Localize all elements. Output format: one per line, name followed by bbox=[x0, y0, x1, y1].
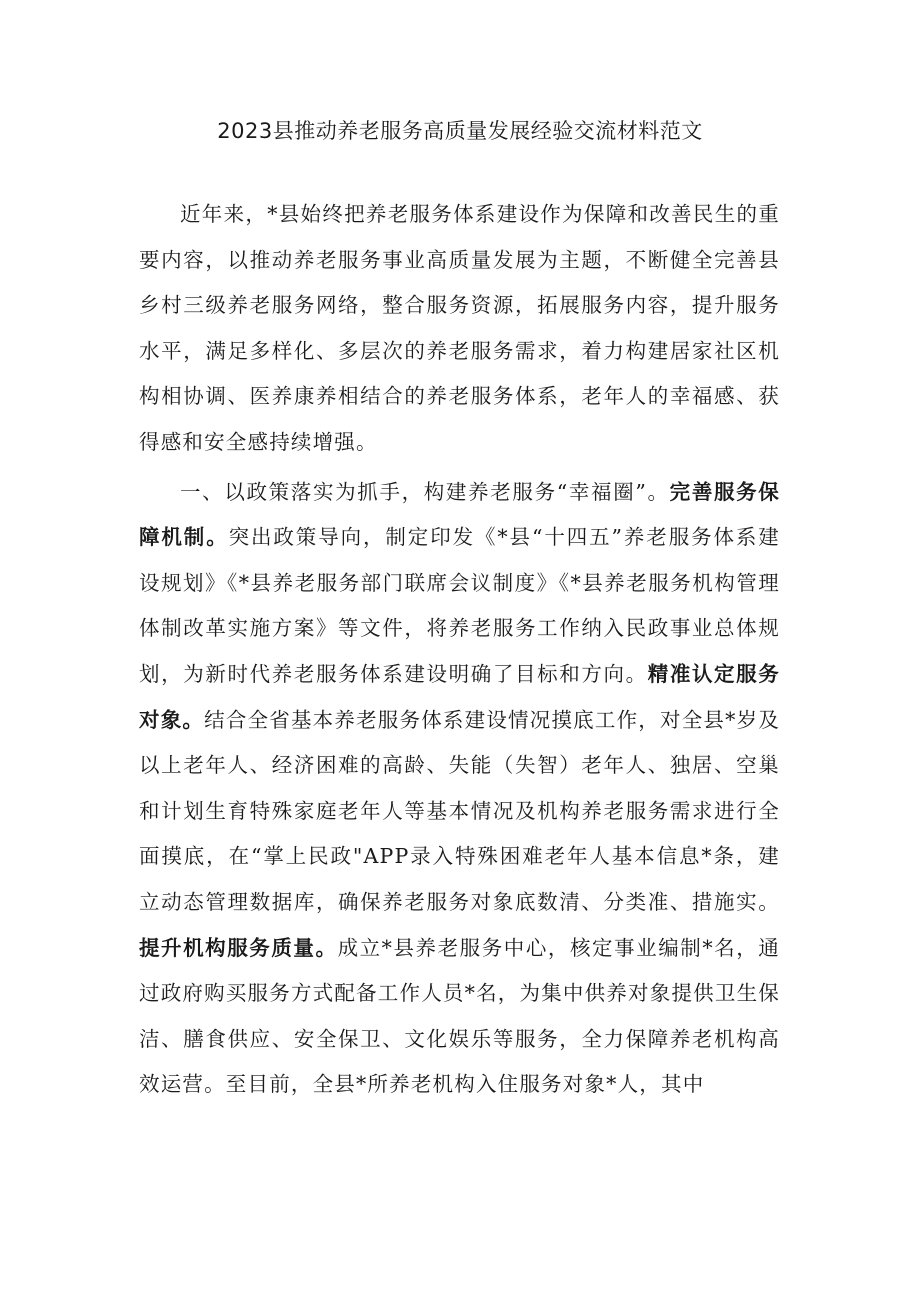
intro-paragraph: 近年来，*县始终把养老服务体系建设作为保障和改善民生的重要内容，以推动养老服务事业高质量发展为主题，不断健全完善县乡村三级养老服务网络，整合服务资源，拓展服务内容，提升服务水平，满足多样化、多层次的养老服务需求，着力构建居家社区机构相协调、医养康养相结合的养老服务体系，老年人的幸福感、获得感和安全感持续增强。 bbox=[139, 202, 780, 454]
section-1-paragraph bbox=[139, 470, 780, 1108]
document-body bbox=[139, 192, 780, 1108]
subheading-service-guarantee: 完善服务保障机制。 bbox=[139, 479, 780, 550]
service-quality-text: 成立*县养老服务中心，核定事业编制*名，通过政府购买服务方式配备工作人员*名，为集中供养对象提供卫生保洁、膳食供应、安全保卫、文化娱乐等服务，全力保障养老机构高效运营。至目前，全县*所养老机构入住服务对象*人，其中 bbox=[139, 935, 780, 1097]
subheading-service-targets: 精准认定服务对象。 bbox=[139, 661, 780, 732]
subheading-service-quality: 提升机构服务质量。 bbox=[139, 935, 338, 960]
service-targets-text: 结合全省基本养老服务体系建设情况摸底工作，对全县*岁及以上老年人、经济困难的高龄、失能（失智）老年人、独居、空巢和计划生育特殊家庭老年人等基本情况及机构养老服务需求进行全面摸底，在“掌上民政"APP录入特殊困难老年人基本信息*条，建立动态管理数据库，确保养老服务对象底数清、分类准、措施实。 bbox=[139, 707, 780, 914]
service-guarantee-text: 突出政策导向，制定印发《*县“十四五”养老服务体系建设规划》《*县养老服务部门联席会议制度》《*县养老服务机构管理体制改革实施方案》等文件，将养老服务工作纳入民政事业总体规划，为新时代养老服务体系建设明确了目标和方向。 bbox=[139, 525, 780, 686]
document-title: 2023县推动养老服务高质量发展经验交流材料范文 bbox=[217, 119, 703, 143]
section-1-heading: 一、以政策落实为抓手，构建养老服务“幸福圈”。 bbox=[180, 479, 670, 504]
